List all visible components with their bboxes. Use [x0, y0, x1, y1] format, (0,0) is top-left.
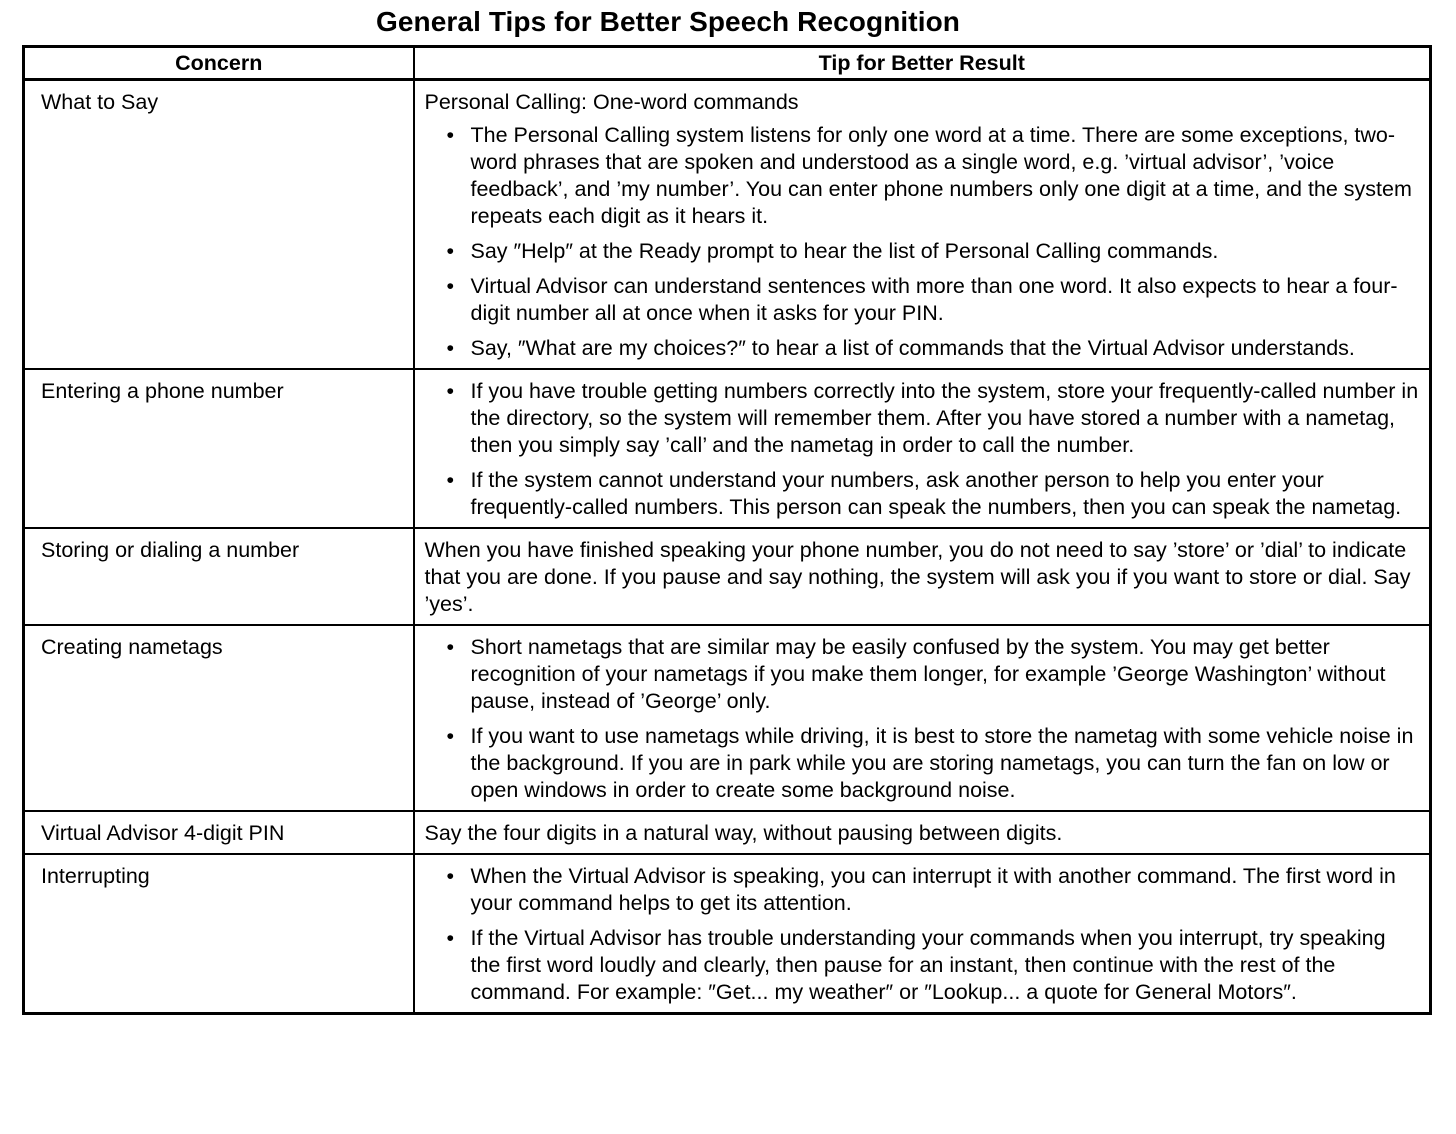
list-item: • If you have trouble getting numbers correctly into the system, store your frequently-called number in the directory, so the system will remember them. After you have stored a number with a nametag, then you simply say ’call’ and the nametag in order to call the number. — [471, 378, 1420, 459]
list-item: • Virtual Advisor can understand sentences with more than one word. It also expects to hear a four-digit number all at once when it asks for your PIN. — [471, 273, 1420, 327]
list-item: • The Personal Calling system listens for only one word at a time. There are some exceptions, two-word phrases that are spoken and understood as a single word, e.g. ’virtual advisor’, ’voice feedback’, and ’my number’. You can enter phone numbers only one digit at a time, and the system repeats each digit as it hears it. — [471, 122, 1420, 230]
list-item: • When the Virtual Advisor is speaking, you can interrupt it with another command. The first word in your command helps to get its attention. — [471, 863, 1420, 917]
list-item: • Short nametags that are similar may be easily confused by the system. You may get better recognition of your nametags if you make them longer, for example ’George Washington’ without pause, instead of ’George’ only. — [471, 634, 1420, 715]
concern-cell: Entering a phone number — [24, 369, 414, 528]
table-row — [24, 811, 1431, 854]
table-row — [24, 528, 1431, 625]
tip-text: Say the four digits in a natural way, without pausing between digits. — [424, 821, 1063, 845]
concern-cell: What to Say — [24, 80, 414, 370]
table-row — [24, 80, 1431, 370]
tip-list — [425, 378, 1420, 521]
tip-list — [425, 863, 1420, 1006]
table-row — [24, 854, 1431, 1014]
tips-table — [22, 45, 1432, 1015]
table-header-row — [24, 47, 1431, 80]
tip-cell — [414, 528, 1431, 625]
concern-cell: Interrupting — [24, 854, 414, 1014]
list-item: • Say ″Help″ at the Ready prompt to hear the list of Personal Calling commands. — [471, 238, 1420, 265]
tip-cell — [414, 811, 1431, 854]
tip-cell — [414, 854, 1431, 1014]
tip-list — [425, 122, 1420, 362]
column-header-tip: Tip for Better Result — [414, 47, 1431, 80]
column-header-concern: Concern — [24, 47, 414, 80]
concern-cell: Virtual Advisor 4-digit PIN — [24, 811, 414, 854]
tip-cell — [414, 80, 1431, 370]
tip-intro: Personal Calling: One-word commands — [424, 90, 799, 114]
tip-cell — [414, 625, 1431, 811]
concern-cell: Creating nametags — [24, 625, 414, 811]
list-item: • If the Virtual Advisor has trouble understanding your commands when you interrupt, try speaking the first word loudly and clearly, then pause for an instant, then continue with the rest of the command. For example: ″Get... my weather″ or ″Lookup... a quote for General Motors″. — [471, 925, 1420, 1006]
tip-text: When you have finished speaking your phone number, you do not need to say ’store’ or ’dial’ to indicate that you are done. If you pause and say nothing, the system will ask you if you want to store or dial. Say ’yes’. — [424, 538, 1411, 616]
concern-cell: Storing or dialing a number — [24, 528, 414, 625]
list-item: • If you want to use nametags while driving, it is best to store the nametag with some vehicle noise in the background. If you are in park while you are storing nametags, you can turn the fan on low or open windows in order to create some background noise. — [471, 723, 1420, 804]
table-row — [24, 625, 1431, 811]
list-item: • If the system cannot understand your numbers, ask another person to help you enter your frequently-called numbers. This person can speak the numbers, then you can speak the nametag. — [471, 467, 1420, 521]
tip-list — [425, 634, 1420, 804]
table-row — [24, 369, 1431, 528]
list-item: • Say, ″What are my choices?″ to hear a list of commands that the Virtual Advisor understands. — [471, 335, 1420, 362]
tip-cell — [414, 369, 1431, 528]
page-title: General Tips for Better Speech Recognition — [375, 6, 961, 37]
